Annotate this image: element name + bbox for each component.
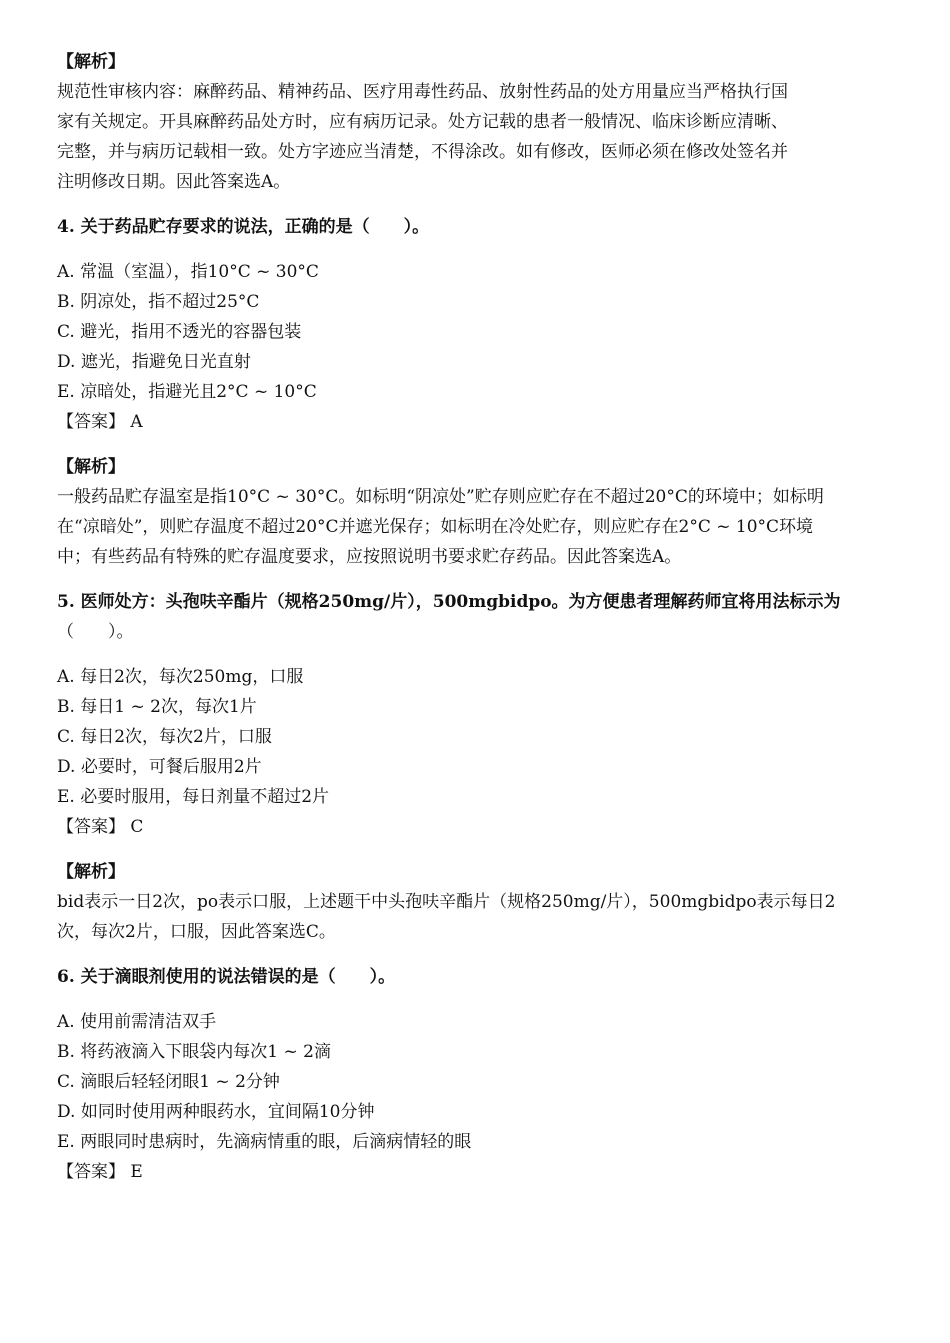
option-e: E. 凉暗处，指避光且2°C ~ 10°C (57, 382, 317, 402)
option-a: A. 每日2次，每次250mg，口服 (57, 667, 304, 687)
option-e: E. 两眼同时患病时，先滴病情重的眼，后滴病情轻的眼 (57, 1132, 472, 1152)
analysis-line: 一般药品贮存温室是指10°C ~ 30°C。如标明“阴凉处”贮存则应贮存在不超过20°C的环境中；如标明 (57, 487, 824, 507)
question-5: 5. 医师处方：头孢呋辛酯片（规格250mg/片），500mgbidpo。为方便患者理解药师宜将用法标示为 (57, 592, 841, 612)
answer-line: 【答案】 A (57, 412, 143, 432)
analysis-line: bid表示一日2次，po表示口服，上述题干中头孢呋辛酯片（规格250mg/片），500mgbidpo表示每日2 (57, 892, 836, 912)
answer-line: 【答案】 C (57, 817, 144, 837)
question-6: 6. 关于滴眼剂使用的说法错误的是（ ）。 (57, 967, 396, 987)
analysis-line: 完整，并与病历记载相一致。处方字迹应当清楚，不得涂改。如有修改，医师必须在修改处签名并 (57, 142, 788, 162)
answer-line: 【答案】 E (57, 1162, 143, 1182)
option-d: D. 如同时使用两种眼药水，宜间隔10分钟 (57, 1102, 375, 1122)
question-5-continued: （ ）。 (57, 622, 134, 642)
option-c: C. 滴眼后轻轻闭眼1 ~ 2分钟 (57, 1072, 280, 1092)
option-b: B. 阴凉处，指不超过25°C (57, 292, 260, 312)
option-a: A. 使用前需清洁双手 (57, 1012, 217, 1032)
analysis-label: 【解析】 (57, 862, 125, 882)
analysis-line: 在“凉暗处”，则贮存温度不超过20°C并遮光保存；如标明在冷处贮存，则应贮存在2°C ~ 10°C环境 (57, 517, 814, 537)
option-d: D. 遮光，指避免日光直射 (57, 352, 251, 372)
option-d: D. 必要时，可餐后服用2片 (57, 757, 262, 777)
analysis-line: 家有关规定。开具麻醉药品处方时，应有病历记录。处方记载的患者一般情况、临床诊断应清晰、 (57, 112, 788, 132)
option-c: C. 避光，指用不透光的容器包装 (57, 322, 302, 342)
option-a: A. 常温（室温），指10°C ~ 30°C (57, 262, 319, 282)
analysis-line: 次，每次2片，口服，因此答案选C。 (57, 922, 336, 942)
analysis-line: 中；有些药品有特殊的贮存温度要求，应按照说明书要求贮存药品。因此答案选A。 (57, 547, 682, 567)
analysis-line: 注明修改日期。因此答案选A。 (57, 172, 291, 192)
option-c: C. 每日2次，每次2片，口服 (57, 727, 272, 747)
analysis-label: 【解析】 (57, 457, 125, 477)
option-b: B. 每日1 ~ 2次，每次1片 (57, 697, 257, 717)
analysis-label: 【解析】 (57, 52, 125, 72)
question-4: 4. 关于药品贮存要求的说法，正确的是（ ）。 (57, 217, 430, 237)
option-e: E. 必要时服用，每日剂量不超过2片 (57, 787, 330, 807)
option-b: B. 将药液滴入下眼袋内每次1 ~ 2滴 (57, 1042, 331, 1062)
analysis-line: 规范性审核内容：麻醉药品、精神药品、医疗用毒性药品、放射性药品的处方用量应当严格执行国 (57, 82, 788, 102)
